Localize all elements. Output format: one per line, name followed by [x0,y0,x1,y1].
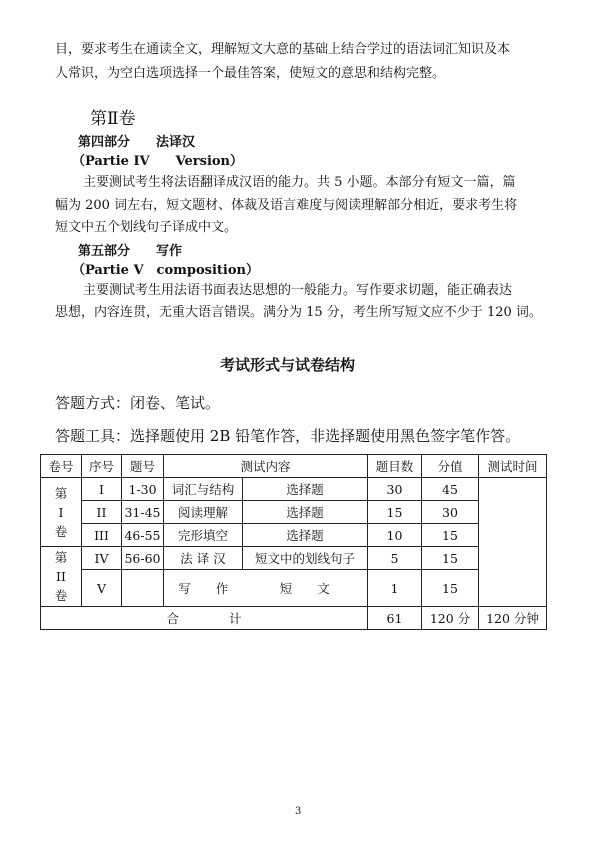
row2-num: 31-45 [122,501,164,524]
part5-line-1: 主要测试考生用法语书面表达思想的一般能力。写作要求切题，能正确表达 [83,283,513,298]
page-number: 3 [295,806,302,817]
row5-score: 15 [422,570,479,607]
volume-1-part-c: 卷 [54,523,68,539]
row3-content: 完形填空 [164,524,243,547]
part4-heading: 第四部分 法译汉 [78,135,196,150]
row1-count: 30 [368,478,422,501]
total-score: 120 分 [422,607,479,630]
row4-content: 法 译 汉 [164,547,243,570]
part4-line-1: 主要测试考生将法语翻译成汉语的能力。共 5 小题。本部分有短文一篇，篇 [83,175,516,190]
total-label: 合 计 [41,607,368,630]
row1-content: 词汇与结构 [164,478,243,501]
part5-heading: 第五部分 写作 [78,244,183,259]
row2-type: 选择题 [243,501,368,524]
row2-seq: II [82,501,122,524]
row4-count: 5 [368,547,422,570]
row4-score: 15 [422,547,479,570]
volume-1-cell [41,478,82,547]
row2-score: 30 [422,501,479,524]
part5-subheading: （Partie V composition） [72,263,259,278]
volume-2-title: 第Ⅱ卷 [90,109,136,129]
row5-seq: V [82,570,122,607]
time-cell-empty [479,478,547,607]
part4-line-3: 短文中五个划线句子译成中文。 [55,220,238,235]
volume-1-part-a: 第 [54,485,68,501]
header-score: 分值 [422,455,479,478]
volume-2-part-a: 第 [54,550,68,565]
table-row [41,524,547,547]
volume-1-part-b: I [58,504,64,520]
row5-num [122,570,164,607]
row3-num: 46-55 [122,524,164,547]
row3-count: 10 [368,524,422,547]
row5-content: 写 作 [164,570,243,607]
row1-type: 选择题 [243,478,368,501]
header-content: 测试内容 [164,455,368,478]
volume-2-part-c: 卷 [54,588,68,603]
intro-line-2: 人常识，为空白选项选择一个最佳答案，使短文的意思和结构完整。 [55,66,446,81]
part4-subheading: （Partie IV Version） [72,154,243,169]
header-volume: 卷号 [41,455,82,478]
header-count: 题目数 [368,455,422,478]
row5-type: 短 文 [243,570,368,607]
row4-type: 短文中的划线句子 [243,547,368,570]
header-num: 题号 [122,455,164,478]
row2-content: 阅读理解 [164,501,243,524]
row4-seq: IV [82,547,122,570]
intro-line-1: 目，要求考生在通读全文，理解短文大意的基础上结合学过的语法词汇知识及本 [55,42,511,57]
exam-structure-table [40,454,547,630]
header-seq: 序号 [82,455,122,478]
total-count: 61 [368,607,422,630]
answer-method: 答题方式：闭卷、笔试。 [55,394,221,412]
row5-count: 1 [368,570,422,607]
row3-seq: III [82,524,122,547]
row1-score: 45 [422,478,479,501]
total-time: 120 分钟 [479,607,547,630]
table-header-row [41,455,547,478]
table-total-row [41,607,547,630]
volume-2-cell [41,547,82,607]
answer-tools: 答题工具：选择题使用 2B 铅笔作答，非选择题使用黑色签字笔作答。 [55,427,521,445]
row4-num: 56-60 [122,547,164,570]
row1-seq: I [82,478,122,501]
volume-2-part-b: II [56,569,66,584]
structure-title: 考试形式与试卷结构 [220,356,356,374]
part5-line-2: 思想，内容连贯，无重大语言错误。满分为 15 分，考生所写短文应不少于 120 词。 [55,305,542,320]
table-row [41,478,547,501]
table-row [41,547,547,570]
table-row [41,570,547,607]
row1-num: 1-30 [122,478,164,501]
header-time: 测试时间 [479,455,547,478]
row3-type: 选择题 [243,524,368,547]
table-row [41,501,547,524]
part4-line-2: 幅为 200 词左右，短文题材、体裁及语言难度与阅读理解部分相近，要求考生将 [55,198,518,213]
row2-count: 15 [368,501,422,524]
row3-score: 15 [422,524,479,547]
